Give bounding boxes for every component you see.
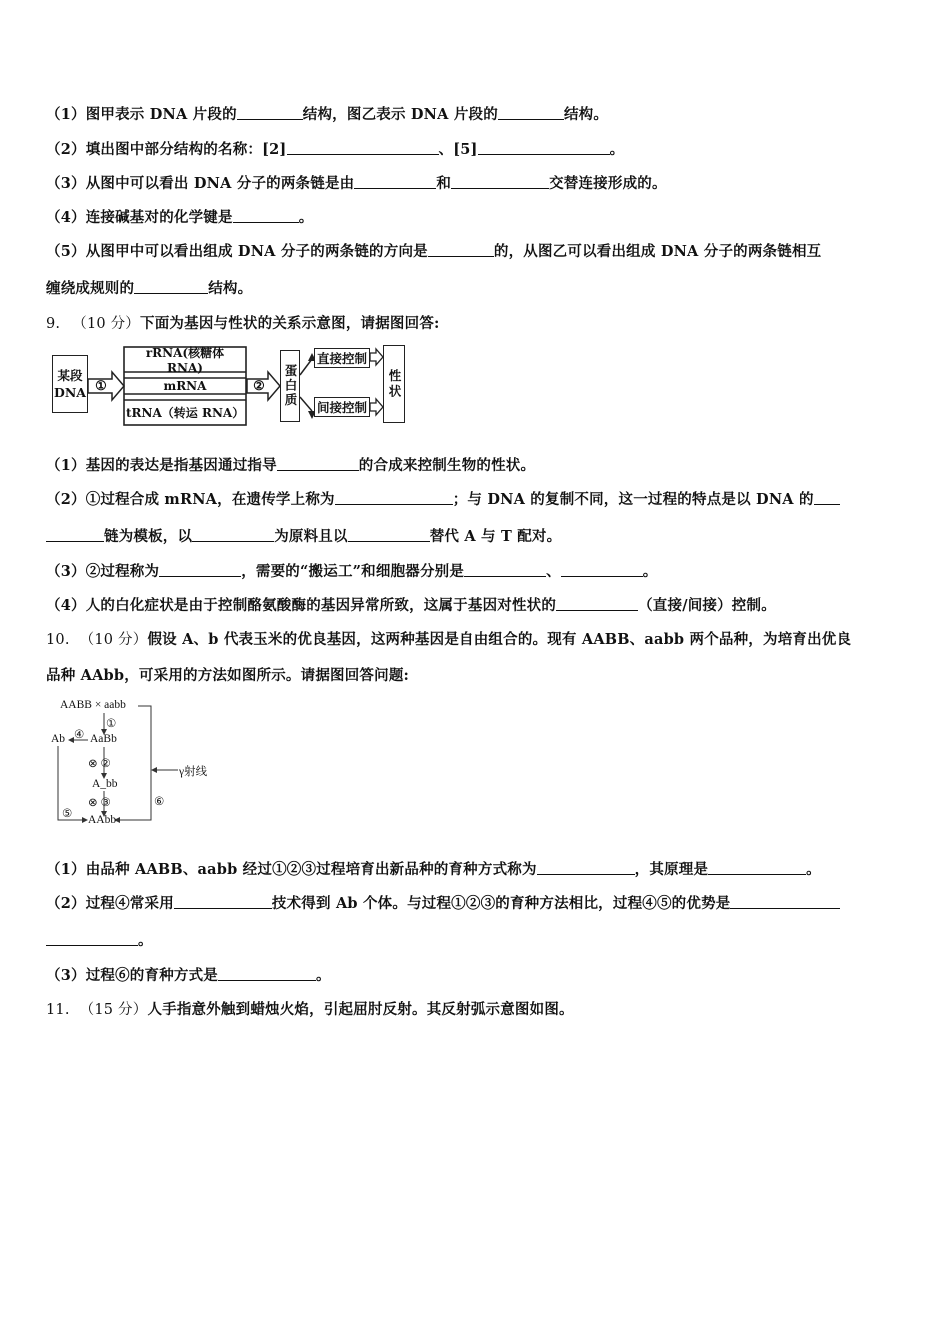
- q9-item-4-text-b: （直接/间接）控制。: [638, 597, 776, 614]
- step-1-label: ①: [106, 718, 117, 730]
- answer-blank[interactable]: [556, 598, 638, 611]
- step-5-label: ⑤: [62, 808, 73, 820]
- q8-item-5-line-1: [46, 240, 821, 261]
- f1-label: AaBb: [90, 733, 117, 745]
- direct-control-box: 直接控制: [314, 348, 370, 368]
- gene-trait-diagram: [50, 345, 410, 427]
- answer-blank[interactable]: [814, 492, 840, 505]
- answer-blank[interactable]: [218, 968, 316, 981]
- q8-item-4: [46, 206, 313, 227]
- q10-item-1-text-c: 。: [806, 861, 821, 878]
- answer-blank[interactable]: [233, 210, 299, 223]
- q8-item-3: [46, 172, 667, 193]
- step-6-label: ⑥: [154, 796, 165, 808]
- q8-item-5-text-c: 缠绕成规则的: [46, 280, 135, 297]
- trait-box: 性状: [383, 345, 405, 423]
- a-bb-label: A_bb: [92, 778, 118, 790]
- q10-item-1: [46, 858, 821, 879]
- q8-item-3-text-c: 交替连接形成的。: [549, 175, 667, 192]
- q8-item-2-text-b: 、[5]: [438, 141, 478, 158]
- answer-blank[interactable]: [730, 896, 840, 909]
- trna-label: tRNA（转运 RNA）: [126, 401, 244, 424]
- question-number: 9.: [46, 316, 61, 332]
- indirect-control-box: 间接控制: [314, 397, 370, 417]
- dna-box: 某段DNA: [52, 355, 88, 413]
- q8-item-2: [46, 138, 624, 159]
- question-stem: 人手指意外触到蜡烛火焰，引起屈肘反射。其反射弧示意图如图。: [147, 1001, 574, 1018]
- answer-blank[interactable]: [134, 281, 208, 294]
- ab-label: Ab: [51, 733, 66, 745]
- question-score: （10 分）: [79, 632, 148, 648]
- q10-stem-line-1: [46, 628, 851, 649]
- gamma-ray-label: γ射线: [179, 766, 208, 778]
- q8-item-4-text-b: 。: [298, 209, 314, 226]
- answer-blank[interactable]: [159, 564, 241, 577]
- q10-item-2-text-c: 。: [138, 932, 153, 949]
- q8-item-4-text-a: （4）连接碱基对的化学键是: [46, 209, 233, 226]
- rrna-label: rRNA(核糖体 RNA): [126, 348, 244, 371]
- q10-item-1-text-a: （1）由品种 AABB、aabb 经过①②③过程培育出新品种的育种方式称为: [46, 861, 537, 878]
- answer-blank[interactable]: [277, 458, 359, 471]
- q8-item-1-text-b: 结构，图乙表示 DNA 片段的: [302, 106, 498, 123]
- answer-blank[interactable]: [348, 529, 430, 542]
- q10-item-2-line-1: [46, 892, 840, 913]
- q8-item-5-text-d: 结构。: [208, 280, 253, 297]
- q9-item-3-text-b: ，需要的“搬运工”和细胞器分别是: [241, 563, 465, 580]
- q10-item-3-text-a: （3）过程⑥的育种方式是: [46, 967, 218, 984]
- step-1-label: ①: [95, 378, 107, 394]
- answer-blank[interactable]: [708, 862, 806, 875]
- q8-item-1-text-a: （1）图甲表示 DNA 片段的: [46, 106, 237, 123]
- q9-item-3-text-a: （3）②过程称为: [46, 563, 160, 580]
- q10-item-1-text-b: ，其原理是: [634, 861, 709, 878]
- q9-item-2-text-e: 替代 A 与 T 配对。: [429, 528, 562, 545]
- answer-blank[interactable]: [174, 896, 272, 909]
- q8-item-3-text-b: 和: [436, 175, 452, 192]
- aabb-final-label: AAbb: [88, 814, 117, 826]
- question-stem: 下面为基因与性状的关系示意图，请据图回答:: [140, 315, 440, 332]
- q9-item-2-text-b: ；与 DNA 的复制不同，这一过程的特点是以 DNA 的: [452, 491, 814, 508]
- q10-item-3-text-b: 。: [316, 967, 331, 984]
- answer-blank[interactable]: [537, 862, 635, 875]
- q8-item-5-text-b: 的，从图乙可以看出组成 DNA 分子的两条链相互: [493, 243, 822, 260]
- question-stem-b: 品种 AAbb，可采用的方法如图所示。请据图回答问题:: [46, 667, 410, 684]
- q9-item-4-text-a: （4）人的白化症状是由于控制酪氨酸酶的基因异常所致，这属于基因对性状的: [46, 597, 557, 614]
- q9-item-2-line-2: [46, 525, 561, 546]
- answer-blank[interactable]: [46, 529, 104, 542]
- q9-item-2-text-a: （2）①过程合成 mRNA，在遗传学上称为: [46, 491, 335, 508]
- q10-item-2-line-2: [46, 929, 153, 950]
- q8-item-2-text-c: 。: [609, 141, 625, 158]
- q9-item-3-text-d: 。: [642, 563, 658, 580]
- q8-item-2-text-a: （2）填出图中部分结构的名称：[2]: [46, 141, 287, 158]
- protein-box: 蛋白质: [280, 350, 300, 422]
- answer-blank[interactable]: [498, 107, 564, 120]
- q10-stem-line-2: [46, 664, 409, 685]
- q9-stem: [46, 312, 440, 333]
- q9-item-3-text-c: 、: [546, 563, 561, 580]
- q9-item-1: [46, 454, 535, 475]
- q8-item-5-line-2: [46, 277, 252, 298]
- step-2-label: ②: [253, 378, 265, 394]
- q8-item-3-text-a: （3）从图中可以看出 DNA 分子的两条链是由: [46, 175, 355, 192]
- breeding-diagram: [48, 697, 218, 832]
- answer-blank[interactable]: [237, 107, 303, 120]
- q8-item-1: [46, 103, 608, 124]
- answer-blank[interactable]: [561, 564, 643, 577]
- answer-blank[interactable]: [354, 176, 436, 189]
- answer-blank[interactable]: [478, 142, 610, 155]
- question-number: 10.: [46, 632, 70, 648]
- question-stem-a: 假设 A、b 代表玉米的优良基因，这两种基因是自由组合的。现有 AABB、aabb 两个品种，为培育出优良: [147, 631, 852, 648]
- q9-item-1-text-a: （1）基因的表达是指基因通过指导: [46, 457, 277, 474]
- answer-blank[interactable]: [451, 176, 549, 189]
- q8-item-5-text-a: （5）从图甲中可以看出组成 DNA 分子的两条链的方向是: [46, 243, 428, 260]
- cross-label: AABB × aabb: [60, 699, 126, 711]
- q8-item-1-text-c: 结构。: [563, 106, 609, 123]
- question-number: 11.: [46, 1002, 70, 1018]
- answer-blank[interactable]: [46, 933, 138, 946]
- step-2-label: ⊗ ②: [88, 758, 111, 770]
- q9-item-4: [46, 594, 776, 615]
- q9-item-1-text-b: 的合成来控制生物的性状。: [358, 457, 536, 474]
- answer-blank[interactable]: [335, 492, 453, 505]
- mrna-label: mRNA: [126, 379, 244, 393]
- answer-blank[interactable]: [428, 244, 494, 257]
- q9-item-3: [46, 560, 658, 581]
- q9-item-2-text-d: 为原料且以: [274, 528, 348, 545]
- question-score: （15 分）: [79, 1002, 148, 1018]
- answer-blank[interactable]: [192, 529, 274, 542]
- q10-item-3: [46, 964, 331, 985]
- q11-stem: [46, 998, 574, 1019]
- answer-blank[interactable]: [464, 564, 546, 577]
- q9-item-2-text-c: 链为模板，以: [104, 528, 193, 545]
- q10-item-2-text-b: 技术得到 Ab 个体。与过程①②③的育种方法相比，过程④⑤的优势是: [271, 895, 731, 912]
- step-4-label: ④: [74, 729, 85, 741]
- q9-item-2-line-1: [46, 488, 840, 509]
- answer-blank[interactable]: [287, 142, 439, 155]
- step-3-label: ⊗ ③: [88, 797, 111, 809]
- q10-item-2-text-a: （2）过程④常采用: [46, 895, 174, 912]
- question-score: （10 分）: [72, 316, 141, 332]
